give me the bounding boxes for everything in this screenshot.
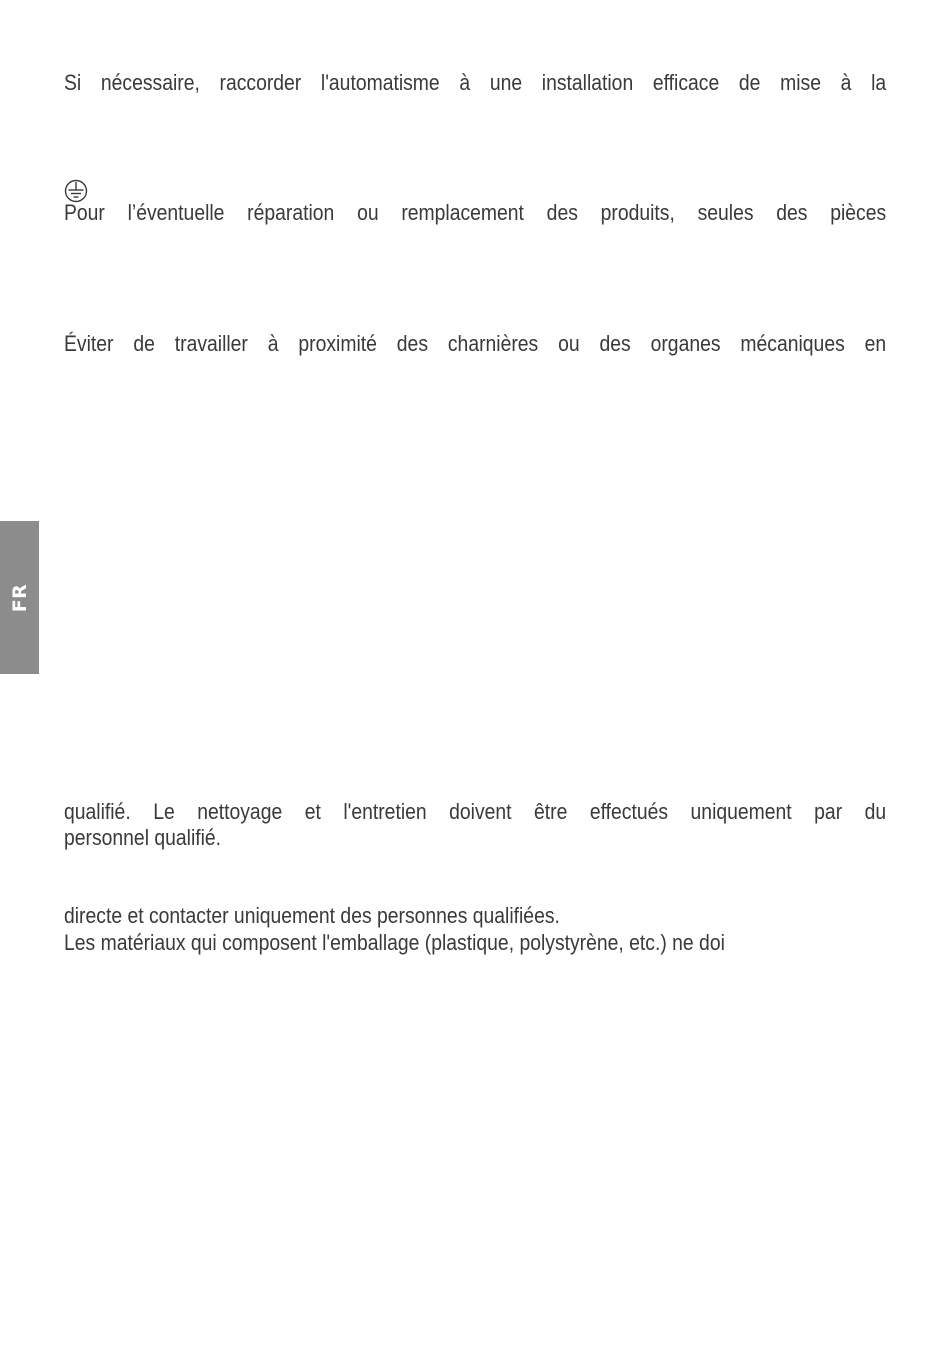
- paragraph-grounding: Si nécessaire, raccorder l'automatisme à une installation efficace de mise à la: [64, 70, 887, 95]
- language-tab-label: FR: [8, 583, 31, 612]
- paragraph-hinges: Éviter de travailler à proximité des charnières ou des organes mécaniques en: [64, 331, 887, 356]
- paragraph-maintenance-line2: personnel qualifié.: [64, 825, 222, 850]
- paragraph-maintenance-line1: qualifié. Le nettoyage et l'entretien doivent être effectués uniquement par du: [64, 799, 887, 824]
- paragraph-repair: Pour l’éventuelle réparation ou remplacement des produits, seules des pièces: [64, 200, 887, 225]
- paragraph-contact-line1: directe et contacter uniquement des personnes qualifiées.: [64, 903, 560, 928]
- language-tab: [0, 521, 39, 674]
- paragraph-packaging-line1: Les matériaux qui composent l'emballage (plastique, polystyrène, etc.) ne doi: [64, 930, 725, 955]
